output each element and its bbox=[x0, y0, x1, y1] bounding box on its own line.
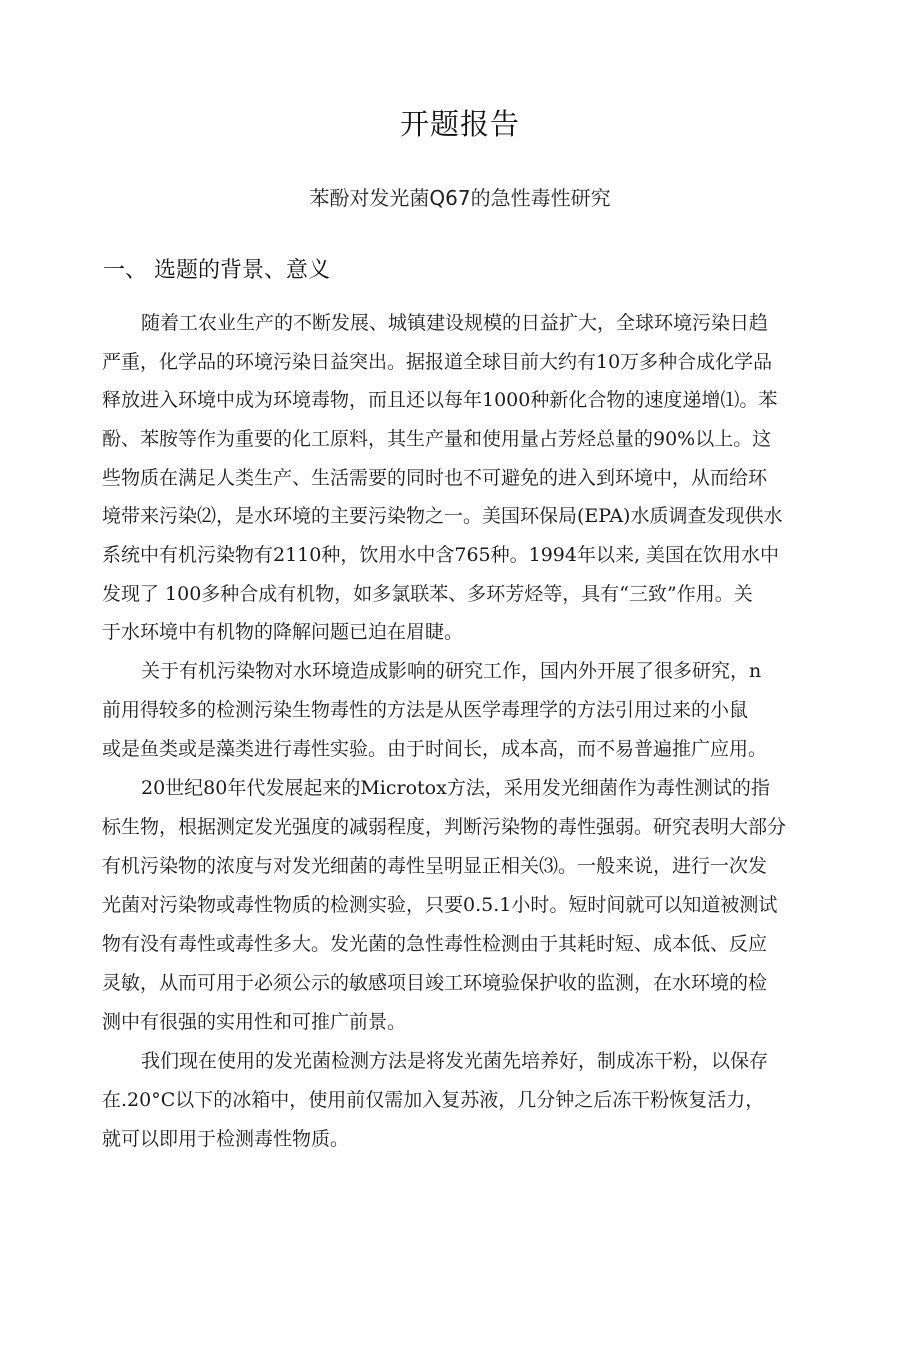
paragraph-line: 有机污染物的浓度与对发光细菌的毒性呈明显正相关⑶。一般来说，进行一次发 bbox=[102, 855, 768, 877]
paragraph-line: 就可以即用于检测毒性物质。 bbox=[102, 1128, 350, 1150]
paragraph-line: 光菌对污染物或毒性物质的检测实验，只要0.5.1小时。短时间就可以知道被测试 bbox=[102, 894, 778, 916]
paragraph-line: 境带来污染⑵，是水环境的主要污染物之一。美国环保局(EPA)水质调查发现供水 bbox=[102, 505, 783, 527]
paragraph-line: 系统中有机污染物有2110种，饮用水中含765种。1994年以来, 美国在饮用水中 bbox=[102, 544, 780, 566]
paragraph-line: 标生物，根据测定发光强度的减弱程度，判断污染物的毒性强弱。研究表明大部分 bbox=[102, 816, 787, 838]
paragraph-line: 在.20°C以下的冰箱中，使用前仅需加入复苏液，几分钟之后冻干粉恢复活力， bbox=[102, 1089, 765, 1111]
paragraph-line: 严重，化学品的环境污染日益突出。据报道全球目前大约有10万多种合成化学品 bbox=[102, 351, 773, 373]
paragraph-line: 物有没有毒性或毒性多大。发光菌的急性毒性检测由于其耗时短、成本低、反应 bbox=[102, 933, 768, 955]
paragraph-line: 释放进入环境中成为环境毒物，而且还以每年1000种新化合物的速度递增⑴。苯 bbox=[102, 389, 778, 411]
paragraph-line: 我们现在使用的发光菌检测方法是将发光菌先培养好，制成冻干粉，以保存 bbox=[141, 1050, 769, 1072]
paragraph-line: 些物质在满足人类生产、生活需要的同时也不可避免的进入到环境中，从而给环 bbox=[102, 467, 768, 489]
document-subtitle: 苯酚对发光菌Q67的急性毒性研究 bbox=[309, 186, 611, 210]
paragraph-line: 随着工农业生产的不断发展、城镇建设规模的日益扩大，全球环境污染日趋 bbox=[141, 312, 769, 334]
paragraph-line: 前用得较多的检测污染生物毒性的方法是从医学毒理学的方法引用过来的小鼠 bbox=[102, 699, 749, 721]
paragraph-line: 测中有很强的实用性和可推广前景。 bbox=[102, 1011, 407, 1033]
paragraph-line: 关于有机污染物对水环境造成影响的研究工作，国内外开展了很多研究，n bbox=[141, 660, 762, 682]
paragraph-line: 酚、苯胺等作为重要的化工原料，其生产量和使用量占芳烃总量的90%以上。这 bbox=[102, 428, 772, 450]
paragraph-line: 或是鱼类或是藻类进行毒性实验。由于时间长，成本高，而不易普遍推广应用。 bbox=[102, 738, 768, 760]
paragraph-line: 于水环境中有机物的降解问题已迫在眉睫。 bbox=[102, 621, 464, 643]
section-heading: 一、 选题的背景、意义 bbox=[103, 258, 330, 283]
paragraph-line: 20世纪80年代发展起来的Microtox方法，采用发光细菌作为毒性测试的指 bbox=[141, 777, 770, 799]
paragraph-line: 灵敏，从而可用于必须公示的敏感项目竣工环境验保护收的监测，在水环境的检 bbox=[102, 972, 768, 994]
paragraph-line: 发现了 100多种合成有机物，如多氯联苯、多环芳烃等，具有“三致”作用。关 bbox=[102, 583, 753, 605]
document-title: 开题报告 bbox=[399, 107, 520, 141]
